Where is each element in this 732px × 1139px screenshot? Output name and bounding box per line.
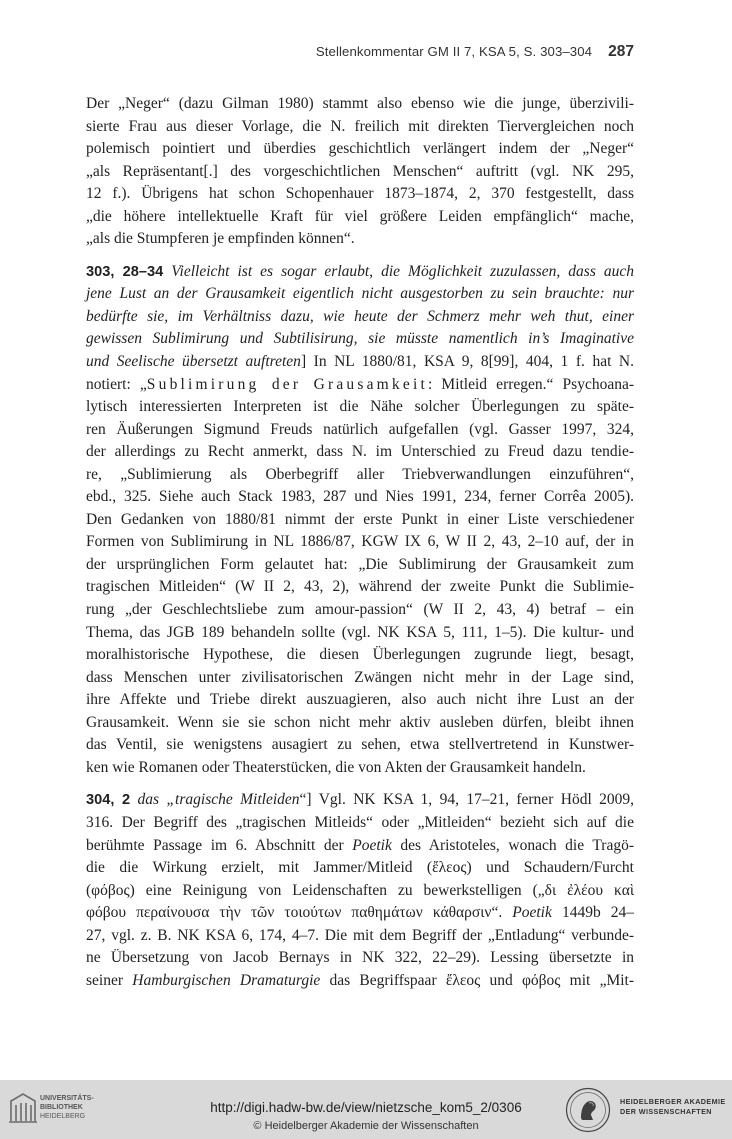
commentary-entry-304-2 bbox=[86, 789, 634, 992]
text-line bbox=[86, 261, 634, 284]
text-line: dass Menschen unter zivilisatorischen Zwängen nicht mehr in der Lage sind, bbox=[86, 668, 634, 686]
body-text bbox=[86, 93, 634, 1002]
text-line: der allerdings zu Recht anmerkt, dass N. im Unterschied zu Freud dazu tendie- bbox=[86, 443, 634, 461]
lemma-text: und Seelische übersetzt auftreten bbox=[86, 353, 301, 371]
text-span: des Aristoteles, wonach die Tragö- bbox=[391, 836, 634, 854]
lemma-text: das „tragische Mitleiden bbox=[137, 791, 300, 809]
line-reference: 303, 28–34 bbox=[86, 263, 164, 280]
text-line bbox=[86, 789, 634, 812]
lemma-line: bedürfte sie, im Verhältniss dazu, wie heute der Schmerz mehr weh thut, einer bbox=[86, 307, 634, 325]
text-line: das Ventil, sie wenigstens ausagiert zu sehen, etwa stellvertretend in Kunstwer- bbox=[86, 736, 634, 754]
text-line bbox=[86, 835, 634, 858]
text-line bbox=[86, 374, 634, 397]
academy-seal-icon bbox=[565, 1087, 611, 1133]
text-line bbox=[86, 902, 634, 925]
copyright-notice: © Heidelberger Akademie der Wissenschaften bbox=[253, 1120, 479, 1132]
line-reference: 304, 2 bbox=[86, 792, 131, 809]
text-span: das Begriffspaar ἔλεος und φόβος mit „Mit- bbox=[320, 971, 635, 989]
paragraph-neger bbox=[86, 93, 634, 251]
text-line: Thema, das JGB 189 behandeln sollte (vgl. NK KSA 5, 111, 1–5). Die kultur- und bbox=[86, 623, 634, 641]
text-line: (φόβος) eine Reinigung von Leidenschaften zu bewerkstelligen („δι ἐλέου καὶ bbox=[86, 881, 634, 899]
text-line: 12 f.). Übrigens hat schon Schopenhauer 1873–1874, 2, 370 festgestellt, dass bbox=[86, 185, 634, 203]
text-line bbox=[86, 351, 634, 374]
text-line: 27, vgl. z. B. NK KSA 6, 174, 4–7. Die mit dem Begriff der „Entladung“ verbunde- bbox=[86, 926, 634, 944]
text-line: die die Wirkung erzielt, mit Jammer/Mitleid (ἔλεος) und Schaudern/Furcht bbox=[86, 859, 634, 877]
text-span: notiert: „ bbox=[86, 375, 147, 393]
lemma-line: jene Lust an der Grausamkeit eigentlich nicht ausgestorben zu sein brauchte: nur bbox=[86, 285, 634, 303]
running-title: Stellenkommentar GM II 7, KSA 5, S. 303–304 bbox=[315, 44, 593, 59]
commentary-entry-303-28 bbox=[86, 261, 634, 780]
text-line bbox=[86, 970, 634, 993]
academy-name-line: HEIDELBERGER AKADEMIE bbox=[620, 1097, 726, 1106]
text-line: ken wie Romanen oder Theaterstücken, die von Akten der Grausamkeit handeln. bbox=[86, 758, 586, 776]
text-line: Formen von Sublimirung in NL 1886/87, KGW IX 6, W II 2, 43, 2–10 auf, der in bbox=[86, 533, 634, 551]
text-line: ne Übersetzung von Jacob Bernays in NK 322, 22–29). Lessing übersetzte in bbox=[86, 949, 634, 967]
text-line: „als die Stumpferen je empfinden können“. bbox=[86, 230, 355, 248]
spaced-quote: Sublimirung der Grausamkeit bbox=[146, 375, 428, 393]
work-title: Hamburgischen Dramaturgie bbox=[132, 971, 321, 989]
library-name-line: BIBLIOTHEK bbox=[40, 1104, 83, 1111]
text-line: ren Äußerungen Sigmund Freuds natürlich aufgefallen (vgl. Gasser 1997, 324, bbox=[86, 420, 634, 438]
text-span: seiner bbox=[86, 971, 133, 989]
text-line: rung „der Geschlechtsliebe zum amour-passion“ (W II 2, 43, 4) betraf – ein bbox=[86, 601, 634, 619]
library-name-line: UNIVERSITÄTS- bbox=[40, 1095, 94, 1102]
text-line: ihre Affekte und Triebe direkt auszuagieren, also auch nicht ihre Lust an der bbox=[86, 691, 634, 709]
lemma-line: gewissen Sublimirung und Subtilisirung, sie müsste namentlich in’s Imaginative bbox=[86, 330, 634, 348]
text-line: tragischen Mitleiden“ (W II 2, 43, 2), während der zweite Punkt die Sublimie- bbox=[86, 578, 634, 596]
text-line: moralhistorische Hypothese, die diesen Überlegungen zugrunde liegt, besagt, bbox=[86, 646, 634, 664]
text-line: Der „Neger“ (dazu Gilman 1980) stammt also ebenso wie die junge, überzivili- bbox=[86, 95, 634, 112]
text-line: polemisch pointiert und überdies geschichtlich verlängert indem der „Neger“ bbox=[86, 140, 634, 158]
work-title: Poetik bbox=[352, 836, 392, 854]
text-line: lytisch interessierten Interpreten ist die Nähe solcher Überlegungen zu späte- bbox=[86, 398, 634, 416]
academy-name bbox=[620, 1097, 726, 1117]
source-url-link[interactable]: http://digi.hadw-bw.de/view/nietzsche_kom5_2/0306 bbox=[210, 1100, 522, 1115]
academy-name-line: DER WISSENSCHAFTEN bbox=[620, 1107, 712, 1116]
text-line: der ursprünglichen Form gelautet hat: „Die Sublimirung der Grausamkeit zum bbox=[86, 555, 634, 573]
text-line: Den Gedanken von 1880/81 nimmt der erste Punkt in einer Liste verschiedener bbox=[86, 510, 634, 528]
page-number: 287 bbox=[608, 43, 634, 60]
text-line: re, „Sublimierung als Oberbegriff aller Triebverwandlungen einzuführen“, bbox=[86, 465, 634, 483]
text-span: ] In NL 1880/81, KSA 9, 8[99], 404, 1 f. hat N. bbox=[300, 353, 634, 371]
running-header bbox=[86, 43, 634, 63]
text-span: φόβου περαίνουσα τὴν τῶν τοιούτων παθημάτων κάθαρσιν“. bbox=[86, 904, 513, 922]
text-span: berühmte Passage im 6. Abschnitt der bbox=[86, 836, 353, 854]
text-span: 1449b 24– bbox=[551, 904, 635, 922]
text-line: Grausamkeit. Wenn sie sie schon nicht mehr aktiv ausleben dürfen, bleibt ihnen bbox=[86, 713, 634, 731]
text-line: ebd., 325. Siehe auch Stack 1983, 287 und Nies 1991, 234, ferner Corrêa 2005). bbox=[86, 488, 634, 506]
text-line: „als Repräsentant[.] des vorgeschichtlichen Menschen“ auftritt (vgl. NK 295, bbox=[86, 162, 634, 180]
text-span: “] Vgl. NK KSA 1, 94, 17–21, ferner Hödl 2009, bbox=[299, 791, 635, 809]
text-line: sierte Frau aus dieser Vorlage, die N. freilich mit direkten Tiervergleichen noch bbox=[86, 117, 634, 135]
text-line: „die höhere intellektuelle Kraft für viel größere Leiden empfänglich“ mache, bbox=[86, 207, 634, 225]
work-title: Poetik bbox=[512, 904, 552, 922]
library-name-line: HEIDELBERG bbox=[40, 1113, 86, 1120]
footer-bar bbox=[0, 1080, 732, 1139]
text-line: 316. Der Begriff des „tragischen Mitleids“ oder „Mitleiden“ bezieht sich auf die bbox=[86, 813, 634, 831]
text-span: : Mitleid erregen.“ Psychoana- bbox=[427, 375, 634, 393]
lemma-text: Vielleicht ist es sogar erlaubt, die Möglichkeit zuzulassen, dass auch bbox=[171, 262, 635, 280]
